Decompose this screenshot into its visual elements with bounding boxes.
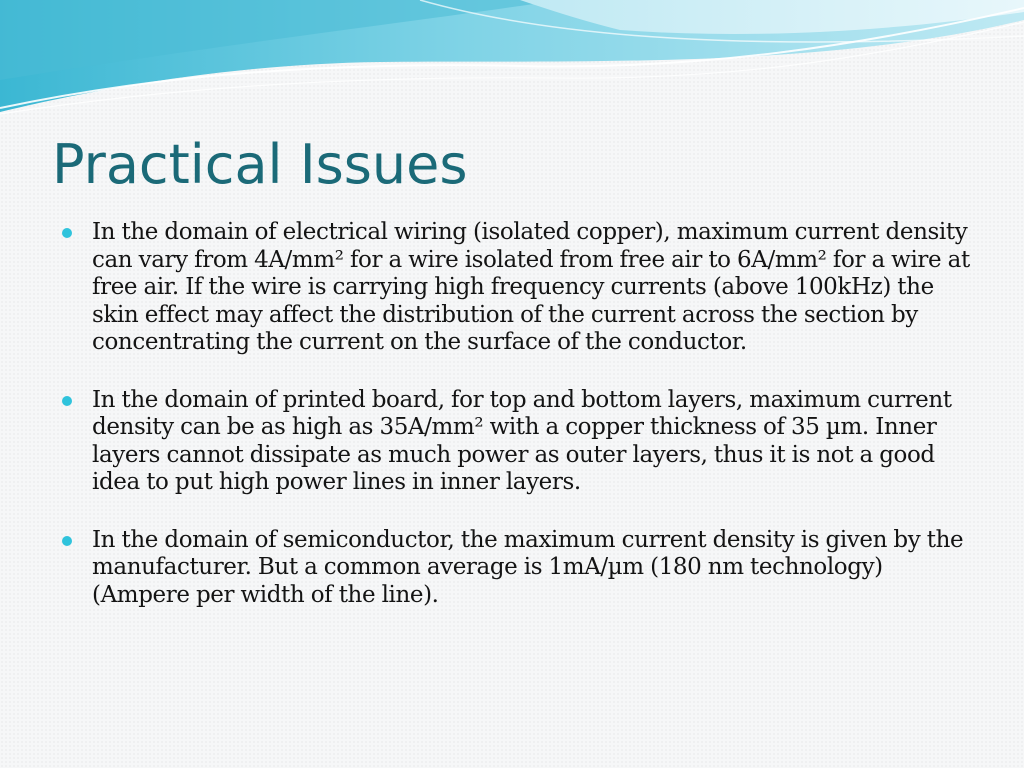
bullet-text: In the domain of printed board, for top and bottom layers, maximum current density can be as high as 35A/mm² with a copper thickness of 35 µm. Inner layers cannot dissipate as much power as outer layers, thus it is not a good idea to put high power lines in inner layers. [92, 386, 952, 495]
bullet-dot-icon [62, 228, 72, 238]
bullet-item [62, 219, 972, 357]
bullet-text: In the domain of electrical wiring (isolated copper), maximum current density can vary from 4A/mm² for a wire isolated from free air to 6A/mm² for a wire at free air. If the wire is carrying high frequency currents (above 100kHz) the skin effect may affect the distribution of the current across the section by concentrating the current on the surface of the conductor. [92, 219, 970, 355]
slide-title: Practical Issues [52, 133, 468, 196]
bullet-list [62, 219, 972, 609]
bullet-text: In the domain of semiconductor, the maximum current density is given by the manufacturer. But a common average is 1mA/µm (180 nm technology) (Ampere per width of the line). [92, 526, 964, 608]
bullet-item [62, 527, 972, 610]
header-wave-decoration [0, 0, 1024, 120]
bullet-dot-icon [62, 396, 72, 406]
bullet-dot-icon [62, 536, 72, 546]
bullet-item [62, 387, 972, 497]
